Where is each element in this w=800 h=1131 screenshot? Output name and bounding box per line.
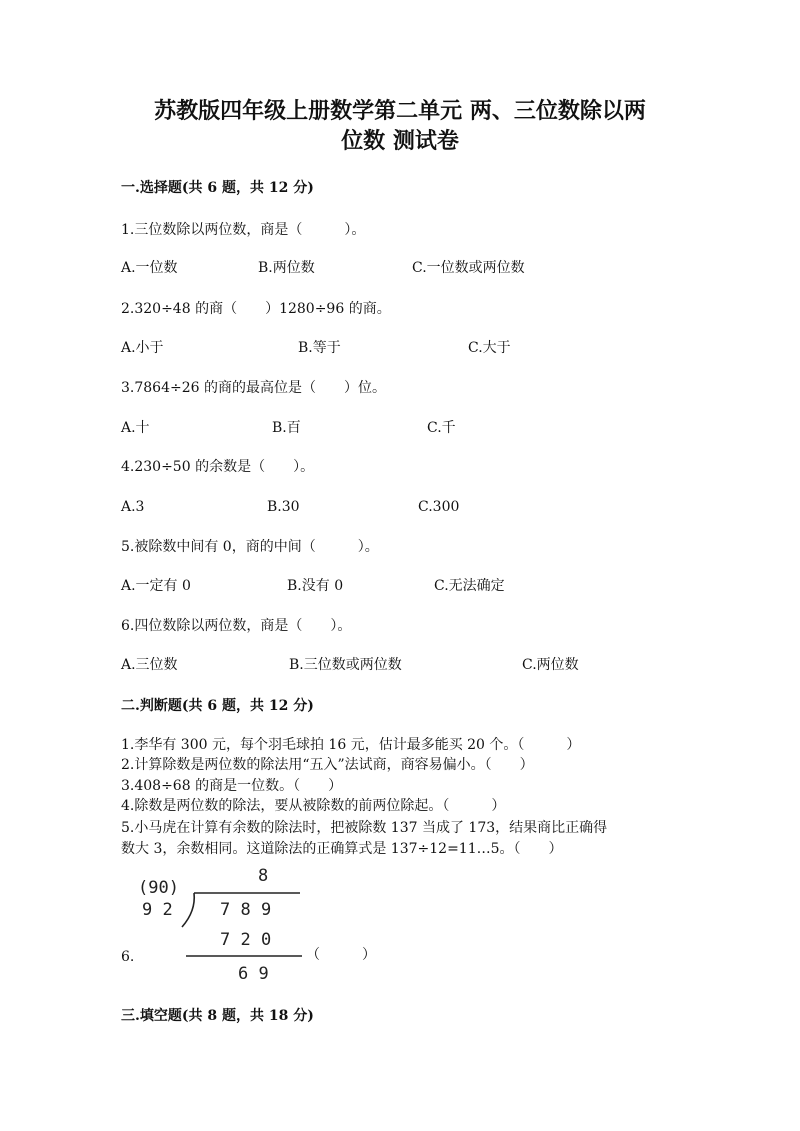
choice-3-option-b: B.百 [272,420,301,436]
judge-question-6-label: 6. [121,949,135,965]
product-text: 7 2 0 [220,930,272,950]
choice-4-option-a: A.3 [121,499,145,515]
choice-5-option-a: A.一定有 0 [121,578,191,594]
choice-5-option-c: C.无法确定 [434,578,505,594]
choice-2-option-b: B.等于 [298,340,341,356]
judge-question-5-line-1: 5.小马虎在计算有余数的除法时，把被除数 137 当成了 173，结果商比正确得 [121,820,608,836]
title-line-1: 苏教版四年级上册数学第二单元 两、三位数除以两 [154,98,646,124]
choice-6-option-c: C.两位数 [522,657,579,673]
judge-question-2: 2.计算除数是两位数的除法用“五入”法试商，商容易偏小。（ ） [121,757,534,773]
choice-2-option-c: C.大于 [468,340,511,356]
page-title [110,96,690,156]
choice-question-3: 3.7864÷26 的商的最高位是（ ）位。 [121,380,386,396]
judge-question-4: 4.除数是两位数的除法，要从被除数的前两位除起。（ ） [121,798,506,814]
choice-4-option-c: C.300 [418,499,460,515]
choice-6-option-a: A.三位数 [121,657,178,673]
choice-3-option-a: A.十 [121,420,150,436]
choice-question-1: 1.三位数除以两位数，商是（ ）。 [121,222,366,238]
section-heading-choice: 一.选择题(共 6 题，共 12 分) [121,180,314,196]
choice-question-5: 5.被除数中间有 0，商的中间（ ）。 [121,539,379,555]
choice-question-4: 4.230÷50 的余数是（ ）。 [121,459,315,475]
choice-1-option-a: A.一位数 [121,260,178,276]
choice-question-2: 2.320÷48 的商（ ）1280÷96 的商。 [121,301,391,317]
choice-6-option-b: B.三位数或两位数 [289,657,402,673]
section-heading-fill: 三.填空题(共 8 题，共 18 分) [121,1008,314,1024]
choice-1-option-c: C.一位数或两位数 [412,260,525,276]
judge-question-6-paren: （ ） [306,947,376,963]
judge-question-1: 1.李华有 300 元，每个羽毛球拍 16 元，估计最多能买 20 个。（ ） [121,737,581,753]
choice-1-option-b: B.两位数 [258,260,315,276]
choice-2-option-a: A.小于 [121,340,164,356]
title-line-2: 位数 测试卷 [341,128,459,154]
remainder-text: 6 9 [238,964,269,983]
choice-question-6: 6.四位数除以两位数，商是（ ）。 [121,618,352,634]
choice-3-option-c: C.千 [427,420,456,436]
quotient-text: 8 [258,866,269,886]
judge-question-3: 3.408÷68 的商是一位数。（ ） [121,778,343,794]
choice-5-option-b: B.没有 0 [287,578,344,594]
division-bracket-line [182,893,194,927]
judge-question-5-line-2: 数大 3，余数相同。这道除法的正确算式是 137÷12=11…5。（ ） [121,841,563,857]
long-division-figure [130,863,310,983]
choice-4-option-b: B.30 [267,499,300,515]
section-heading-judge: 二.判断题(共 6 题，共 12 分) [121,698,314,714]
estimate-text: (90) [138,878,179,898]
divisor-text: 9 2 [142,900,173,920]
dividend-text: 7 8 9 [220,900,272,920]
